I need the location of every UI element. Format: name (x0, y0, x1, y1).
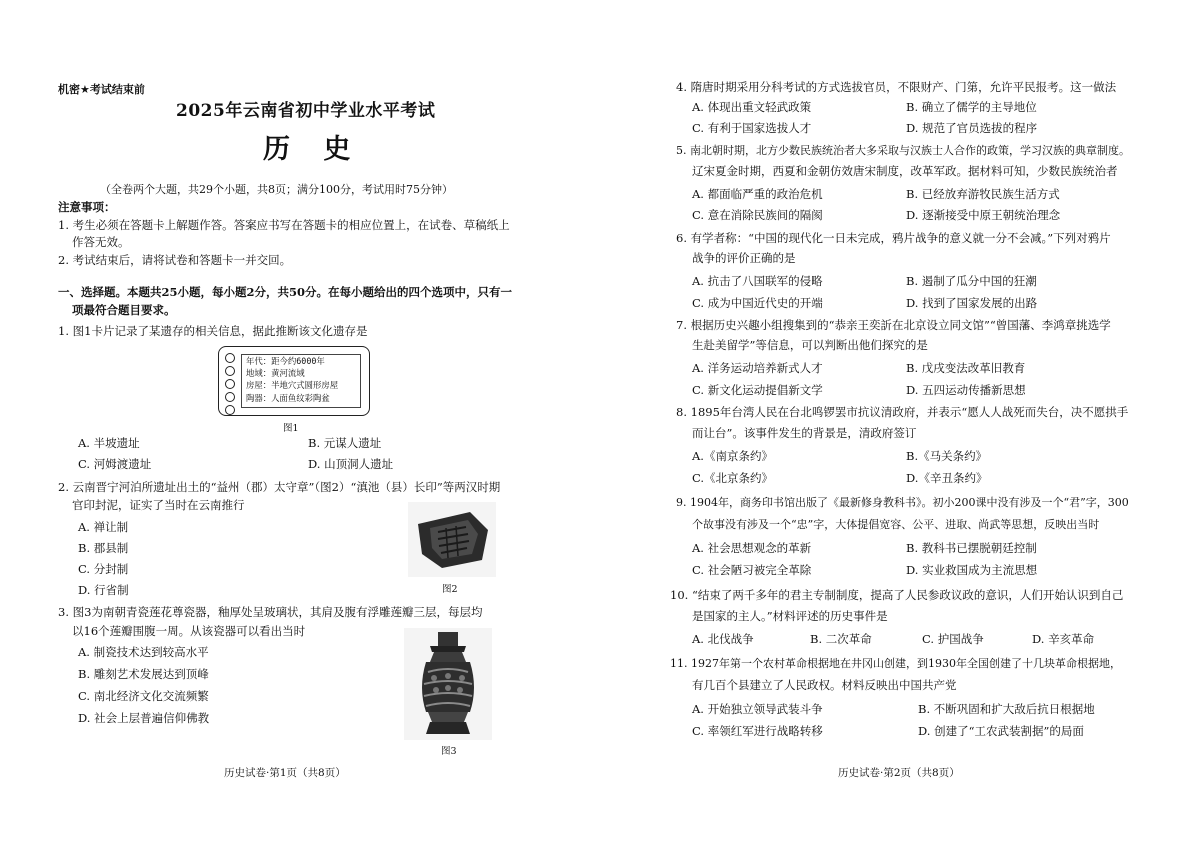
notice-1-cont: 作答无效。 (72, 235, 130, 249)
q8-option-a: A.《南京条约》 (692, 449, 773, 463)
exam-title: 2025年云南省初中学业水平考试 (176, 101, 436, 121)
q11-option-b: B. 不断巩固和扩大敌后抗日根据地 (918, 702, 1095, 716)
q11-option-c: C. 率领红军进行战略转移 (692, 724, 823, 738)
question-2: 2. 云南晋宁河泊所遗址出土的“益州（郡）太守章”（图2）“滇池（县）长印”等两汉时期 (58, 480, 501, 494)
subject-title: 历 史 (263, 134, 363, 165)
q6-option-d: D. 找到了国家发展的出路 (906, 296, 1038, 310)
question-9-cont: 个故事没有涉及一个“忠”字，大体提倡宽容、公平、进取、尚武等思想，反映出当时 (692, 518, 1100, 531)
figure-2-caption: 图2 (442, 584, 458, 595)
question-10-cont: 是国家的主人。”材料评述的历史事件是 (692, 609, 888, 623)
notice-header: 注意事项： (58, 200, 116, 214)
q6-option-a: A. 抗击了八国联军的侵略 (692, 274, 823, 288)
question-2-cont: 官印封泥，证实了当时在云南推行 (72, 498, 245, 512)
q8-option-d: D.《辛丑条约》 (906, 471, 988, 485)
notice-1: 1. 考生必须在答题卡上解题作答。答案应书写在答题卡的相应位置上，在试卷、草稿纸上 (58, 218, 510, 232)
section-header: 一、选择题。本题共25小题，每小题2分，共50分。在每小题给出的四个选项中，只有一 (58, 285, 513, 299)
question-4: 4. 隋唐时期采用分科考试的方式选拔官员，不限财产、门第，允许平民报考。这一做法 (676, 80, 1117, 94)
q2-option-a: A. 禅让制 (78, 520, 129, 534)
q9-option-c: C. 社会陋习被完全革除 (692, 563, 812, 577)
card-rings (225, 353, 235, 409)
q1-option-c: C. 河姆渡遗址 (78, 457, 152, 471)
page-1-footer: 历史试卷·第1页（共8页） (224, 767, 346, 779)
question-7-cont: 生赴美留学”等信息，可以判断出他们探究的是 (692, 338, 928, 352)
page-2-footer: 历史试卷·第2页（共8页） (838, 767, 960, 779)
q4-option-c: C. 有利于国家选拔人才 (692, 121, 812, 135)
question-7: 7. 根据历史兴趣小组搜集到的“恭亲王奕訢在北京设立同文馆”“曾国藩、李鸿章挑选学 (676, 318, 1111, 332)
card-line-houses: 房屋：半地穴式圆形房屋 (246, 380, 339, 391)
question-8-cont: 而让台”。该事件发生的背景是，清政府签订 (692, 426, 917, 440)
q3-option-c: C. 南北经济文化交流频繁 (78, 689, 209, 703)
figure-1-caption: 图1 (283, 423, 299, 434)
q7-option-b: B. 戊戌变法改革旧教育 (906, 361, 1026, 375)
q9-option-d: D. 实业救国成为主流思想 (906, 563, 1038, 577)
q3-option-b: B. 雕刻艺术发展达到顶峰 (78, 667, 209, 681)
question-3: 3. 图3为南朝青瓷莲花尊瓷器，釉厚处呈玻璃状，其肩及腹有浮雕莲瓣三层，每层均 (58, 605, 483, 619)
question-11-cont: 有几百个县建立了人民政权。材料反映出中国共产党 (692, 678, 957, 692)
exam-meta: （全卷两个大题，共29个小题，共8页；满分100分，考试用时75分钟） (100, 183, 453, 196)
q8-option-c: C.《北京条约》 (692, 471, 774, 485)
q3-option-a: A. 制瓷技术达到较高水平 (78, 645, 209, 659)
q11-option-d: D. 创建了“工农武装割据”的局面 (918, 724, 1084, 738)
q4-option-a: A. 体现出重文轻武政策 (692, 100, 812, 114)
q9-option-b: B. 教科书已摆脱朝廷控制 (906, 541, 1037, 555)
q6-option-c: C. 成为中国近代史的开端 (692, 296, 823, 310)
question-5-cont: 辽宋夏金时期，西夏和金朝仿效唐宋制度，改革军政。据材料可知，少数民族统治者 (692, 164, 1118, 178)
q5-option-b: B. 已经放弃游牧民族生活方式 (906, 187, 1060, 201)
section-header-cont: 项最符合题目要求。 (72, 303, 176, 317)
figure-3-vase-image (404, 628, 492, 740)
q9-option-a: A. 社会思想观念的革新 (692, 541, 812, 555)
card-line-era: 年代：距今约6000年 (246, 356, 325, 366)
q1-option-b: B. 元谋人遗址 (308, 436, 382, 450)
q5-option-a: A. 都面临严重的政治危机 (692, 187, 823, 201)
confidential-label: 机密★考试结束前 (58, 83, 145, 96)
question-9: 9. 1904年，商务印书馆出版了《最新修身教科书》。初小200课中没有涉及一个“君”字，300 (676, 496, 1129, 509)
notice-2: 2. 考试结束后，请将试卷和答题卡一并交回。 (58, 253, 292, 267)
q6-option-b: B. 遏制了瓜分中国的狂潮 (906, 274, 1037, 288)
figure-2-seal-image (408, 502, 496, 577)
q10-option-d: D. 辛亥革命 (1032, 632, 1095, 646)
exam-page-2 (600, 0, 1200, 849)
question-5: 5. 南北朝时期，北方少数民族统治者大多采取与汉族士人合作的政策，学习汉族的典章制度。 (676, 144, 1130, 157)
question-1: 1. 图1卡片记录了某遗存的相关信息，据此推断该文化遗存是 (58, 324, 368, 338)
q7-option-d: D. 五四运动传播新思想 (906, 383, 1026, 397)
q3-option-d: D. 社会上层普遍信仰佛教 (78, 711, 210, 725)
figure-1-card (218, 346, 370, 416)
q8-option-b: B.《马关条约》 (906, 449, 988, 463)
q11-option-a: A. 开始独立领导武装斗争 (692, 702, 823, 716)
q1-option-a: A. 半坡遗址 (78, 436, 140, 450)
question-10: 10. “结束了两千多年的君主专制制度，提高了人民参政议政的意识，人们开始认识到自己 (670, 588, 1124, 602)
question-6-cont: 战争的评价正确的是 (692, 251, 796, 265)
q7-option-a: A. 洋务运动培养新式人才 (692, 361, 823, 375)
q5-option-d: D. 逐渐接受中原王朝统治理念 (906, 208, 1061, 222)
question-6: 6. 有学者称：“中国的现代化一日未完成，鸦片战争的意义就一分不会减。”下列对鸦片 (676, 231, 1111, 245)
card-line-pottery: 陶器：人面鱼纹彩陶盆 (246, 392, 330, 403)
q2-option-c: C. 分封制 (78, 562, 129, 576)
figure-3-caption: 图3 (441, 746, 457, 757)
q10-option-a: A. 北伐战争 (692, 632, 754, 646)
q2-option-d: D. 行省制 (78, 583, 129, 597)
question-11: 11. 1927年第一个农村革命根据地在井冈山创建，到1930年全国创建了十几块革命根据地， (670, 657, 1121, 670)
q10-option-b: B. 二次革命 (810, 632, 872, 646)
q4-option-b: B. 确立了儒学的主导地位 (906, 100, 1037, 114)
q1-option-d: D. 山顶洞人遗址 (308, 457, 394, 471)
q2-option-b: B. 郡县制 (78, 541, 129, 555)
q5-option-c: C. 意在消除民族间的隔阂 (692, 208, 823, 222)
question-8: 8. 1895年台湾人民在台北鸣锣罢市抗议清政府，并表示“愿人人战死而失台，决不愿拱手 (676, 405, 1129, 419)
card-line-region: 地域：黄河流域 (246, 368, 305, 379)
q7-option-c: C. 新文化运动提倡新文学 (692, 383, 823, 397)
question-3-cont: 以16个莲瓣围腹一周。从该瓷器可以看出当时 (72, 624, 306, 638)
q4-option-d: D. 规范了官员选拔的程序 (906, 121, 1038, 135)
q10-option-c: C. 护国战争 (922, 632, 984, 646)
